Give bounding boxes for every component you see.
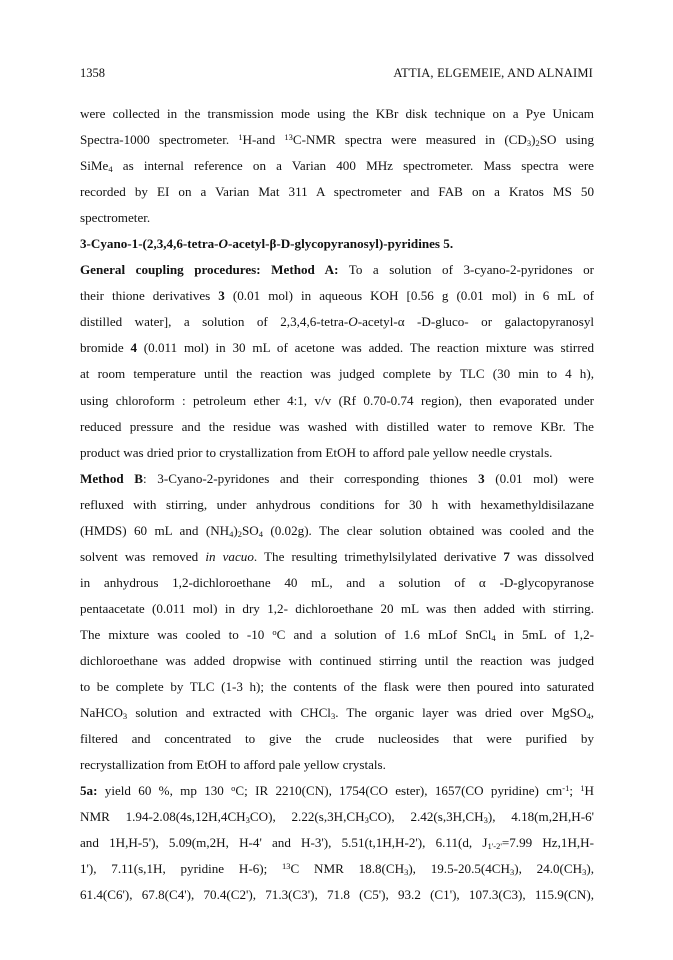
text-run: ) bbox=[531, 132, 536, 148]
text-line bbox=[80, 440, 594, 466]
text-run: using chloroform : petroleum ether 4:1, v/v (Rf 0.70-0.74 region), then evaporated under bbox=[80, 392, 594, 408]
text-run: NaHCO bbox=[80, 705, 123, 721]
text-line bbox=[80, 257, 594, 283]
text-run: were collected in the transmission mode using the KBr disk technique on a Pye Unicam bbox=[80, 106, 594, 121]
text-run: C and a solution of 1.6 mLof SnCl bbox=[276, 626, 492, 642]
text-run: product was dried prior to crystallization from EtOH to afford pale yellow needle crystals. bbox=[80, 444, 553, 460]
text-line bbox=[80, 283, 594, 309]
text-run: ), bbox=[586, 861, 594, 877]
text-line bbox=[80, 778, 594, 804]
subscript: 2 bbox=[237, 528, 242, 539]
text-run: pentaacetate (0.011 mol) in dry 1,2- dichloroethane 20 mL was then added with stirring. bbox=[80, 600, 594, 616]
subscript: 3 bbox=[330, 711, 336, 722]
superscript: -1 bbox=[562, 783, 570, 794]
text-line bbox=[80, 674, 594, 700]
text-line bbox=[80, 361, 594, 387]
subscript: 4 bbox=[586, 711, 591, 722]
text-line bbox=[80, 856, 594, 882]
subscript: 3 bbox=[245, 815, 250, 826]
text-line bbox=[80, 648, 594, 674]
text-run: to be complete by TLC (1-3 h); the contents of the flask were then poured into saturated bbox=[80, 679, 594, 695]
subscript: 1'-2' bbox=[487, 841, 502, 852]
subscript: 2 bbox=[535, 138, 540, 149]
text-run: their thione derivatives bbox=[80, 288, 219, 304]
subscript: 4 bbox=[258, 528, 263, 539]
text-line bbox=[80, 466, 594, 492]
text-run: Spectra-1000 spectrometer. bbox=[80, 132, 239, 148]
text-run: in 5mL of 1,2- bbox=[495, 626, 594, 642]
text-line bbox=[80, 752, 594, 778]
superscript: 1 bbox=[238, 132, 243, 143]
text-run: , bbox=[590, 705, 594, 721]
text-run: =7.99 Hz,1H,H- bbox=[501, 835, 594, 851]
text-run: 1'), 7.11(s,1H, pyridine H-6); bbox=[80, 861, 283, 877]
text-run: 5a: bbox=[80, 783, 98, 799]
text-run: 3-Cyano-1-(2,3,4,6-tetra- bbox=[80, 236, 219, 252]
text-run: in anhydrous 1,2-dichloroethane 40 mL, and a solution of α -D-glycopyranose bbox=[80, 574, 594, 590]
text-line bbox=[80, 804, 594, 830]
text-line bbox=[80, 309, 594, 335]
subscript: 4 bbox=[108, 164, 113, 175]
text-line bbox=[80, 414, 594, 440]
superscript: 13 bbox=[282, 861, 291, 872]
text-line bbox=[80, 231, 594, 257]
running-header bbox=[80, 66, 593, 86]
text-run: C NMR 18.8(CH bbox=[290, 861, 405, 877]
text-line bbox=[80, 388, 594, 414]
superscript: o bbox=[272, 626, 277, 637]
text-run: filtered and concentrated to give the crude nucleosides that were purified by bbox=[80, 731, 594, 747]
text-run: To a solution of 3-cyano-2-pyridones or bbox=[338, 262, 594, 278]
text-line bbox=[80, 127, 594, 153]
text-run: (HMDS) 60 mL and (NH bbox=[80, 522, 230, 538]
text-line bbox=[80, 596, 594, 622]
text-line bbox=[80, 726, 594, 752]
text-run: 3 bbox=[218, 288, 225, 304]
text-line bbox=[80, 153, 594, 179]
text-run: dichloroethane was added dropwise with continued stirring until the reaction was judged bbox=[80, 652, 594, 668]
text-run: CO), 2.22(s,3H,CH bbox=[249, 809, 365, 825]
subscript: 3 bbox=[364, 815, 369, 826]
text-line bbox=[80, 700, 594, 726]
text-run: C; IR 2210(CN), 1754(CO ester), 1657(CO pyridine) cm bbox=[235, 783, 563, 799]
text-run: : 3-Cyano-2-pyridones and their corresponding thiones bbox=[143, 470, 479, 486]
page-number: 1358 bbox=[80, 66, 105, 80]
text-run: at room temperature until the reaction was judged complete by TLC (30 min to 4 h), bbox=[80, 366, 594, 382]
text-run: 7 bbox=[503, 548, 510, 564]
text-run: yield 60 %, mp 130 bbox=[97, 783, 232, 799]
text-run: refluxed with stirring, under anhydrous conditions for 30 h with hexamethyldisilazane bbox=[80, 496, 594, 512]
text-run: H-and bbox=[242, 132, 285, 148]
text-run: recorded by EI on a Varian Mat 311 A spectrometer and FAB on a Kratos MS 50 bbox=[80, 184, 594, 200]
text-run: as internal reference on a Varian 400 MHz spectrometer. Mass spectra were bbox=[112, 158, 594, 174]
text-run: (0.01 mol) were bbox=[484, 470, 594, 486]
body-text bbox=[80, 101, 594, 908]
text-run: 61.4(C6'), 67.8(C4'), 70.4(C2'), 71.3(C3'), 71.8 (C5'), 93.2 (C1'), 107.3(C3), 115.9(CN), bbox=[80, 887, 594, 903]
text-run: solvent was removed bbox=[80, 548, 206, 564]
text-run: -acetyl-α -D-gluco- or galactopyranosyl bbox=[357, 314, 594, 330]
text-run: The mixture was cooled to -10 bbox=[80, 626, 273, 642]
text-run: spectrometer. bbox=[80, 210, 151, 226]
text-run: (0.02g). The clear solution obtained was cooled and the bbox=[262, 522, 594, 538]
text-run: ), 24.0(CH bbox=[514, 861, 583, 877]
superscript: 1 bbox=[580, 783, 585, 794]
text-line bbox=[80, 518, 594, 544]
text-run: Method B bbox=[80, 470, 144, 486]
text-run: NMR 1.94-2.08(4s,12H,4CH bbox=[80, 809, 246, 825]
text-run: General coupling procedures: Method A: bbox=[80, 262, 339, 278]
text-run: and 1H,H-5'), 5.09(m,2H, H-4' and H-3'), 5.51(t,1H,H-2'), 6.11(d, J bbox=[80, 835, 488, 851]
text-line bbox=[80, 335, 594, 361]
subscript: 3 bbox=[526, 138, 532, 149]
running-title: ATTIA, ELGEMEIE, AND ALNAIMI bbox=[393, 66, 593, 80]
subscript: 3 bbox=[582, 867, 587, 878]
text-line bbox=[80, 882, 594, 908]
text-run: (0.01 mol) in aqueous KOH [0.56 g (0.01 mol) in 6 mL of bbox=[224, 288, 594, 304]
text-run: H bbox=[584, 783, 594, 799]
subscript: 3 bbox=[510, 867, 515, 878]
text-line bbox=[80, 492, 594, 518]
text-run: reduced pressure and the residue was washed with distilled water to remove KBr. The bbox=[80, 418, 594, 434]
text-run: SO bbox=[241, 522, 259, 538]
text-run: (0.011 mol) in 30 mL of acetone was added. The reaction mixture was stirred bbox=[137, 340, 594, 356]
subscript: 4 bbox=[491, 632, 496, 643]
text-line bbox=[80, 570, 594, 596]
superscript: o bbox=[231, 783, 236, 794]
text-run: O bbox=[218, 236, 229, 252]
text-run: was dissolved bbox=[509, 548, 594, 564]
text-run: distilled water], a solution of 2,3,4,6-tetra- bbox=[80, 314, 349, 330]
text-line bbox=[80, 830, 594, 856]
text-line bbox=[80, 544, 594, 570]
text-run: ) bbox=[233, 522, 238, 538]
text-run: . The organic layer was dried over MgSO bbox=[335, 705, 587, 721]
subscript: 4 bbox=[229, 528, 234, 539]
superscript: 13 bbox=[284, 132, 293, 143]
subscript: 3 bbox=[122, 711, 128, 722]
text-run: ; bbox=[569, 783, 581, 799]
text-run: ), 19.5-20.5(4CH bbox=[408, 861, 510, 877]
text-run: 4 bbox=[130, 340, 137, 356]
text-line bbox=[80, 179, 594, 205]
text-run: in vacuo bbox=[205, 548, 254, 564]
subscript: 3 bbox=[404, 867, 409, 878]
text-run: ), 4.18(m,2H,H-6' bbox=[487, 809, 594, 825]
text-run: . The resulting trimethylsilylated derivative bbox=[253, 548, 504, 564]
text-run: C-NMR spectra were measured in (CD bbox=[292, 132, 527, 148]
text-run: -acetyl-β-D-glycopyranosyl)-pyridines 5. bbox=[228, 236, 454, 252]
text-run: SO using bbox=[539, 132, 594, 148]
text-run: O bbox=[348, 314, 358, 330]
text-line bbox=[80, 622, 594, 648]
text-run: bromide bbox=[80, 340, 131, 356]
subscript: 3 bbox=[483, 815, 488, 826]
text-run: CO), 2.42(s,3H,CH bbox=[368, 809, 484, 825]
text-run: 3 bbox=[478, 470, 485, 486]
text-run: recrystallization from EtOH to afford pale yellow crystals. bbox=[80, 757, 386, 773]
text-run: solution and extracted with CHCl bbox=[127, 705, 331, 721]
text-line bbox=[80, 101, 594, 127]
text-run: SiMe bbox=[80, 158, 109, 174]
text-line bbox=[80, 205, 594, 231]
